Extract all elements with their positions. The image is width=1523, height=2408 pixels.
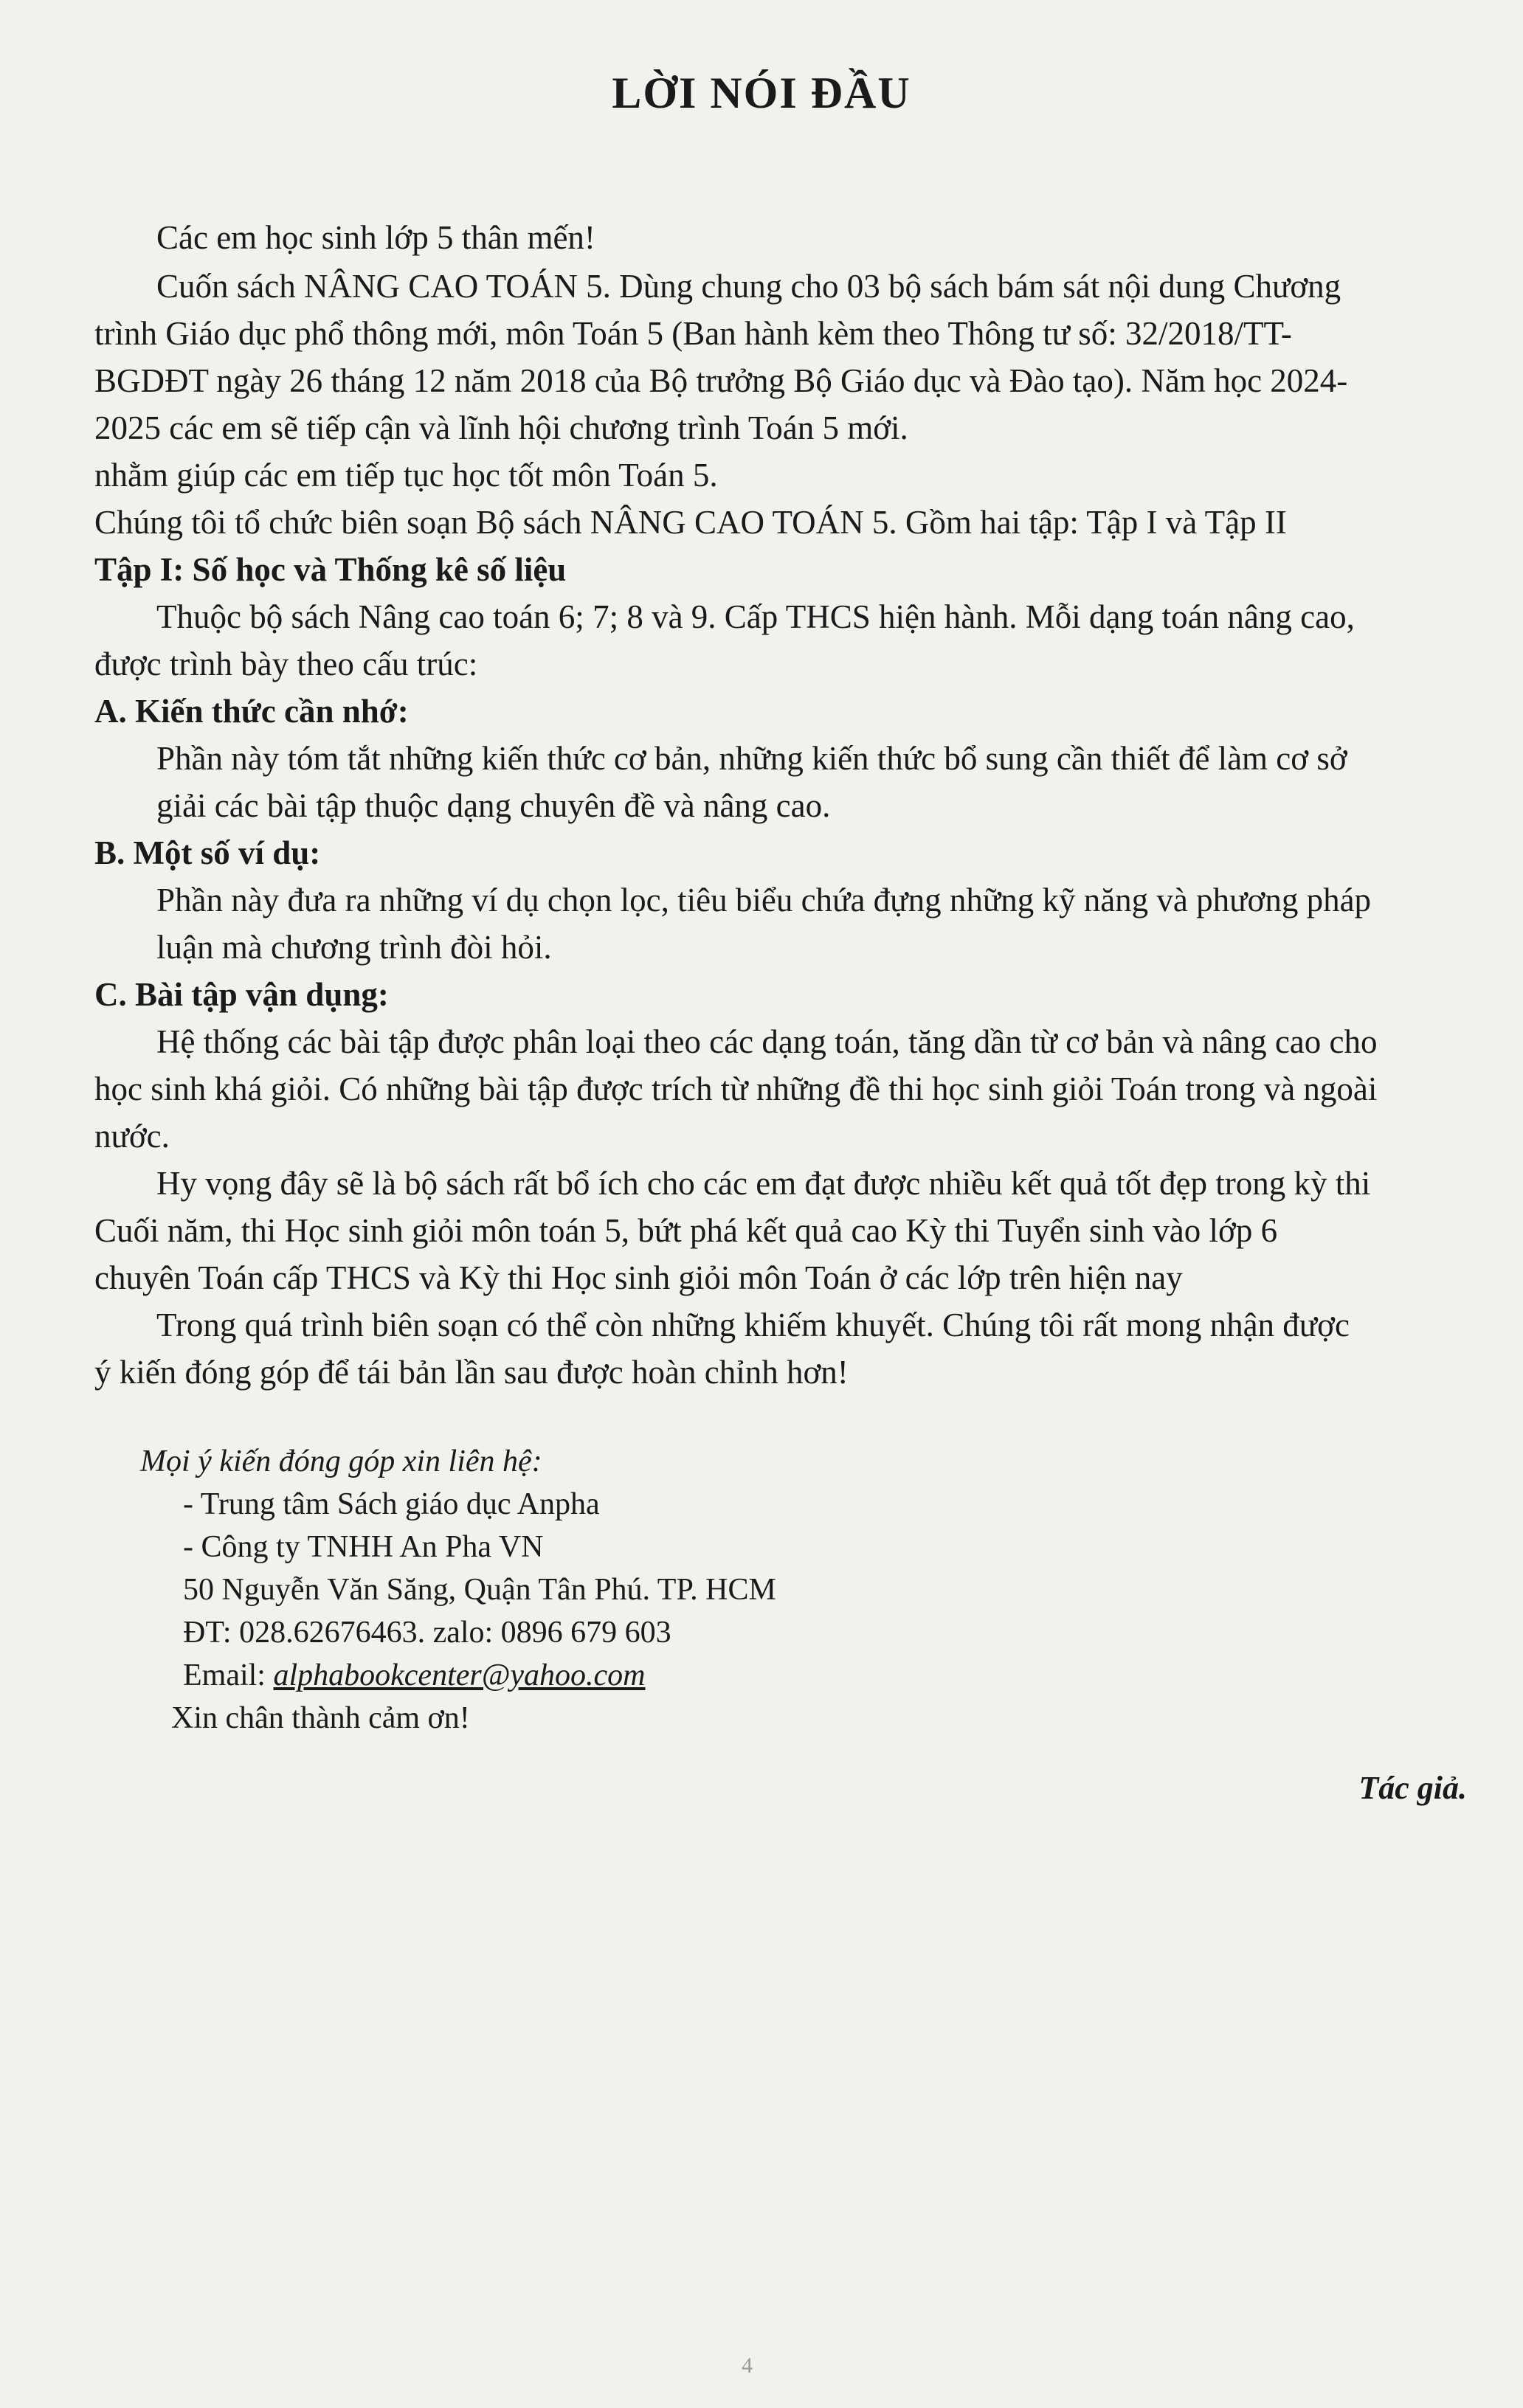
section-a-line: Phần này tóm tắt những kiến thức cơ bản, những kiến thức bổ sung cần thiết để làm cơ sở [156, 740, 1347, 777]
thanks-line: Xin chân thành cảm ơn! [171, 1701, 470, 1735]
volume-1-heading: Tập I: Số học và Thống kê số liệu [94, 551, 567, 588]
section-c-line: học sinh khá giỏi. Có những bài tập được trích từ những đề thi học sinh giỏi Toán trong và ngoài [94, 1070, 1378, 1107]
page-number: 4 [742, 2353, 753, 2378]
intro-paragraph-line: BGDĐT ngày 26 tháng 12 năm 2018 của Bộ trưởng Bộ Giáo dục và Đào tạo). Năm học 2024- [94, 362, 1348, 399]
contact-org: - Công ty TNHH An Pha VN [183, 1530, 544, 1564]
contact-address: 50 Nguyễn Văn Săng, Quận Tân Phú. TP. HCM [183, 1573, 776, 1607]
section-a-heading: A. Kiến thức cần nhớ: [94, 693, 409, 730]
intro-paragraph-line: Cuốn sách NÂNG CAO TOÁN 5. Dùng chung cho 03 bộ sách bám sát nội dung Chương [156, 268, 1341, 305]
intro-paragraph-line: trình Giáo dục phổ thông mới, môn Toán 5 (Ban hành kèm theo Thông tư số: 32/2018/TT- [94, 315, 1292, 352]
section-b-line: luận mà chương trình đòi hỏi. [156, 929, 552, 966]
greeting: Các em học sinh lớp 5 thân mến! [156, 219, 595, 256]
feedback-line: Trong quá trình biên soạn có thể còn những khiếm khuyết. Chúng tôi rất mong nhận được [156, 1307, 1350, 1343]
hope-line: Cuối năm, thi Học sinh giỏi môn toán 5, bứt phá kết quả cao Kỳ thi Tuyển sinh vào lớp 6 [94, 1212, 1278, 1249]
contact-email-link[interactable]: alphabookcenter@yahoo.com [273, 1658, 646, 1692]
page-title: LỜI NÓI ĐẦU [612, 69, 911, 117]
section-b-heading: B. Một số ví dụ: [94, 834, 321, 871]
section-c-line: Hệ thống các bài tập được phân loại theo các dạng toán, tăng dần từ cơ bản và nâng cao cho [156, 1023, 1378, 1060]
purpose-line: nhằm giúp các em tiếp tục học tốt môn Toán 5. [94, 457, 718, 494]
series-line: Chúng tôi tổ chức biên soạn Bộ sách NÂNG CAO TOÁN 5. Gồm hai tập: Tập I và Tập II [94, 504, 1287, 541]
contact-email-label: Email: [183, 1658, 266, 1692]
section-c-line: nước. [94, 1118, 170, 1155]
contact-org: - Trung tâm Sách giáo dục Anpha [183, 1487, 600, 1521]
section-a-line: giải các bài tập thuộc dạng chuyên đề và nâng cao. [156, 787, 831, 824]
hope-line: chuyên Toán cấp THCS và Kỳ thi Học sinh giỏi môn Toán ở các lớp trên hiện nay [94, 1259, 1183, 1296]
feedback-line: ý kiến đóng góp để tái bản lần sau được hoàn chỉnh hơn! [94, 1354, 849, 1391]
volume-1-line: được trình bày theo cấu trúc: [94, 646, 478, 682]
hope-line: Hy vọng đây sẽ là bộ sách rất bổ ích cho các em đạt được nhiều kết quả tốt đẹp trong kỳ thi [156, 1165, 1371, 1202]
intro-paragraph-line: 2025 các em sẽ tiếp cận và lĩnh hội chương trình Toán 5 mới. [94, 409, 908, 446]
section-b-line: Phần này đưa ra những ví dụ chọn lọc, tiêu biểu chứa đựng những kỹ năng và phương pháp [156, 882, 1372, 918]
contact-phone: ĐT: 028.62676463. zalo: 0896 679 603 [183, 1616, 671, 1650]
contact-heading: Mọi ý kiến đóng góp xin liên hệ: [140, 1445, 542, 1478]
section-c-heading: C. Bài tập vận dụng: [94, 976, 389, 1013]
contact-email-row [183, 1660, 645, 1691]
volume-1-line: Thuộc bộ sách Nâng cao toán 6; 7; 8 và 9. Cấp THCS hiện hành. Mỗi dạng toán nâng cao, [156, 598, 1355, 635]
author-signature: Tác giả. [1358, 1770, 1467, 1806]
